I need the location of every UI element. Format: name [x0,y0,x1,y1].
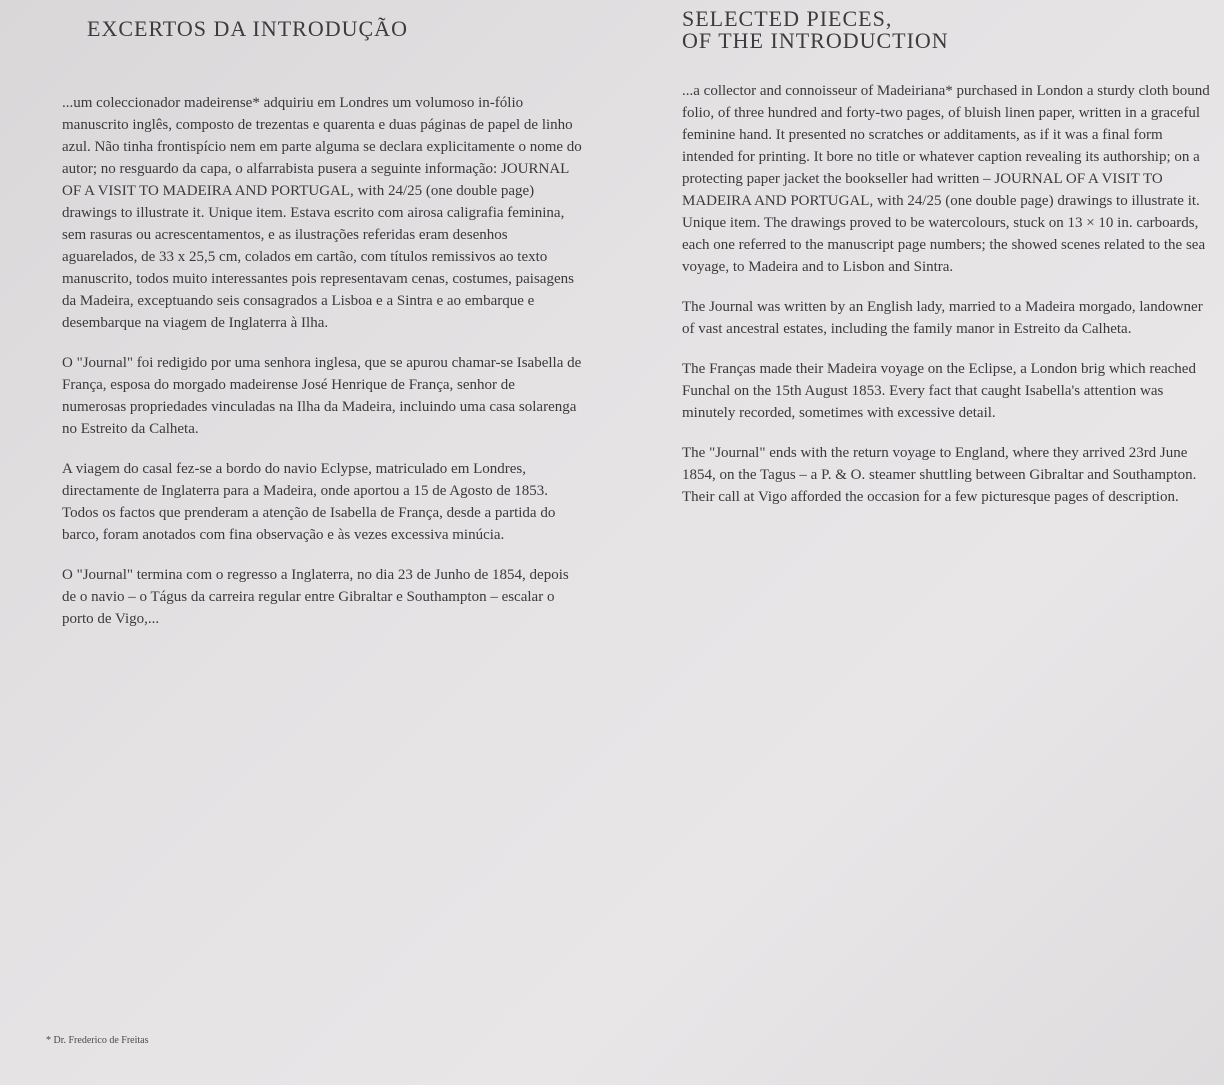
portuguese-column [62,18,582,648]
en-paragraph-3: The Franças made their Madeira voyage on the Eclipse, a London brig which reached Funchal on the 15th August 1853. Every fact that caught Isabella's attention was minutely recorded, sometimes with excessive detail. [682,361,1196,421]
pt-paragraph-2: O "Journal" foi redigido por uma senhora inglesa, que se apurou chamar-se Isabella de França, esposa do morgado madeirense José Henrique de França, senhor de numerosas propriedades vinculadas na Ilha da Madeira, incluindo uma casa solarenga no Estreito da Calheta. [62,355,582,437]
english-column [682,8,1212,526]
en-paragraph-2: The Journal was written by an English lady, married to a Madeira morgado, landowner of vast ancestral estates, including the family manor in Estreito da Calheta. [682,299,1203,337]
english-heading-line-1: SELECTED PIECES, [682,6,893,31]
footnote: * Dr. Frederico de Freitas [46,1035,149,1046]
english-heading-line-2: OF THE INTRODUCTION [682,28,949,53]
pt-paragraph-1: ...um coleccionador madeirense* adquiriu em Londres um volumoso in-fólio manuscrito inglês, composto de trezentas e quarenta e duas páginas de papel de linho azul. Não tinha frontispício nem em parte alguma se declara explicitamente o nome do autor; no resguardo da capa, o alfarrabista pusera a seguinte informação: JOURNAL OF A VISIT TO MADEIRA AND PORTUGAL, with 24/25 (one double page) drawings to illustrate it. Unique item. Estava escrito com airosa caligrafia feminina, sem rasuras ou acrescentamentos, e as ilustrações referidas eram desenhos aguarelados, de 33 x 25,5 cm, colados em cartão, com títulos remissivos ao texto manuscrito, todos muito interessantes pois representavam cenas, costumes, paisagens da Madeira, exceptuando seis consagrados a Lisboa e a Sintra e ao embarque e desembarque na viagem de Inglaterra à Ilha. [62,95,582,331]
en-paragraph-1: ...a collector and connoisseur of Madeiriana* purchased in London a sturdy cloth bound folio, of three hundred and forty-two pages, of bluish linen paper, written in a graceful feminine hand. It presented no scratches or additaments, as if it was a final form intended for printing. It bore no title or whatever caption revealing its authorship; on a protecting paper jacket the bookseller had written – JOURNAL OF A VISIT TO MADEIRA AND PORTUGAL, with 24/25 (one double page) drawings to illustrate it. Unique item. The drawings proved to be watercolours, stuck on 13 × 10 in. carboards, each one referred to the manuscript page numbers; the showed scenes related to the sea voyage, to Madeira and to Lisbon and Sintra. [682,83,1210,275]
pt-paragraph-4: O "Journal" termina com o regresso a Inglaterra, no dia 23 de Junho de 1854, depois de o navio – o Tágus da carreira regular entre Gibraltar e Southampton – escalar o porto de Vigo,... [62,567,569,627]
english-heading [682,8,1212,52]
pt-paragraph-3: A viagem do casal fez-se a bordo do navio Eclypse, matriculado em Londres, directamente de Inglaterra para a Madeira, onde aportou a 15 de Agosto de 1853. Todos os factos que prenderam a atenção de Isabella de França, desde a partida do barco, foram anotados com fina observação e às vezes excessiva minúcia. [62,461,556,543]
portuguese-heading: EXCERTOS DA INTRODUÇÃO [87,16,408,41]
en-paragraph-4: The "Journal" ends with the return voyage to England, where they arrived 23rd June 1854, on the Tagus – a P. & O. steamer shuttling between Gibraltar and Southampton. Their call at Vigo afforded the occasion for a few picturesque pages of description. [682,445,1197,505]
